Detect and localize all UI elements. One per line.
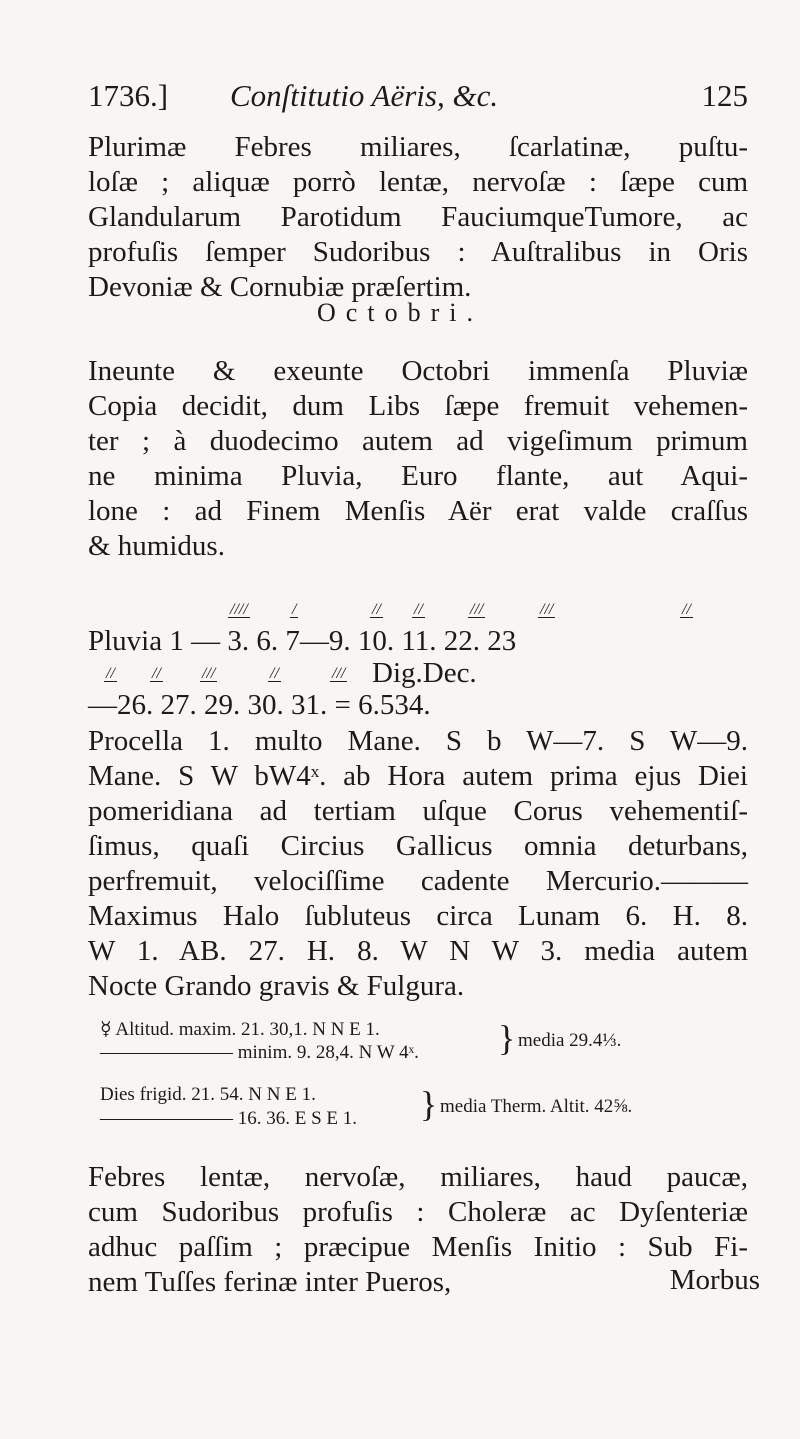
brace: }	[498, 1018, 516, 1058]
text-line: ter ; à duodecimo autem ad vigeſimum primum	[88, 425, 748, 457]
rain-mark: //	[106, 665, 115, 682]
october-paragraph	[88, 354, 748, 564]
cold-days-row-2: ——————— 16. 36. E S E 1.	[100, 1108, 358, 1129]
fever-paragraph	[88, 1160, 748, 1300]
altitude-min-row: ——————— minim. 9. 28,4. N W 4ˣ.	[100, 1042, 419, 1063]
text-line: Plurimæ Febres miliares, ſcarlatinæ, puſtu-	[88, 131, 748, 163]
text-line: Maximus Halo ſubluteus circa Lunam 6. H. 8.	[88, 900, 748, 932]
rain-mark: //	[270, 665, 279, 682]
section-heading: Octobri.	[317, 298, 483, 327]
text-line: Pluvia 1 — 3. 6. 7—9. 10. 11. 22. 23	[88, 625, 517, 657]
rain-mark: //	[414, 601, 423, 618]
rain-mark: //	[682, 601, 691, 618]
altitude-max-row: ☿ Altitud. maxim. 21. 30,1. N N E 1.	[100, 1019, 380, 1040]
text-line: perfremuit, velociſſime cadente Mercurio.———	[88, 865, 748, 897]
dig-dec: Dig.Dec.	[372, 657, 477, 689]
text-line: & humidus.	[88, 530, 225, 562]
brace: }	[420, 1084, 438, 1124]
text-line: profuſis ſemper Sudoribus : Auſtralibus in Oris	[88, 236, 748, 268]
text-line: —26. 27. 29. 30. 31. = 6.534.	[88, 689, 431, 721]
rain-mark: //	[152, 665, 161, 682]
rain-mark: ///	[202, 665, 216, 682]
text-line: pomeridiana ad tertiam uſque Corus vehementiſ-	[88, 795, 748, 827]
pluvia-line	[88, 624, 748, 659]
text-line: nem Tuſſes ferinæ inter Pueros,	[88, 1266, 452, 1298]
rain-mark: //	[372, 601, 381, 618]
text-line: adhuc paſſim ; præcipue Menſis Initio : Sub Fi-	[88, 1231, 748, 1263]
storm-paragraph	[88, 724, 748, 1004]
therm-media: media Therm. Altit. 42⅝.	[440, 1096, 633, 1117]
text-line: Procella 1. multo Mane. S b W—7. S W—9.	[88, 725, 748, 757]
cold-days-row-1: Dies frigid. 21. 54. N N E 1.	[100, 1084, 316, 1105]
text-line: ſimus, quaſi Circius Gallicus omnia deturbans,	[88, 830, 748, 862]
text-line: Mane. S W bW4ˣ. ab Hora autem prima ejus Diei	[88, 760, 748, 792]
running-title: Conſtitutio Aëris, &c.	[230, 78, 499, 113]
text-line: lone : ad Finem Menſis Aër erat valde craſſus	[88, 495, 748, 527]
intro-paragraph	[88, 130, 748, 305]
text-line: Devoniæ & Cornubiæ præſertim.	[88, 271, 472, 303]
text-line: loſæ ; aliquæ porrò lentæ, nervoſæ : ſæpe cum	[88, 166, 748, 198]
rain-mark: ///	[470, 601, 484, 618]
text-line: Glandularum Parotidum FauciumqueTumore, ac	[88, 201, 748, 233]
pluvia-line-2	[88, 688, 748, 723]
text-line: Febres lentæ, nervoſæ, miliares, haud paucæ,	[88, 1161, 748, 1193]
header-year: 1736.]	[88, 78, 169, 113]
page-header	[88, 78, 748, 118]
page-number: 125	[701, 78, 748, 113]
rain-mark: ///	[540, 601, 554, 618]
rain-mark: /	[292, 601, 297, 618]
rain-mark: ////	[230, 601, 248, 618]
altitude-media: media 29.4⅓.	[518, 1030, 622, 1051]
text-line: W 1. AB. 27. H. 8. W N W 3. media autem	[88, 935, 748, 967]
text-line: Nocte Grando gravis & Fulgura.	[88, 970, 465, 1002]
text-line: Ineunte & exeunte Octobri immenſa Pluviæ	[88, 355, 748, 387]
text-line: ne minima Pluvia, Euro flante, aut Aqui-	[88, 460, 748, 492]
text-line: Copia decidit, dum Libs ſæpe fremuit vehemen-	[88, 390, 748, 422]
catchword: Morbus	[669, 1264, 760, 1296]
rain-mark: ///	[332, 665, 346, 682]
text-line: cum Sudoribus profuſis : Choleræ ac Dyſenteriæ	[88, 1196, 748, 1228]
